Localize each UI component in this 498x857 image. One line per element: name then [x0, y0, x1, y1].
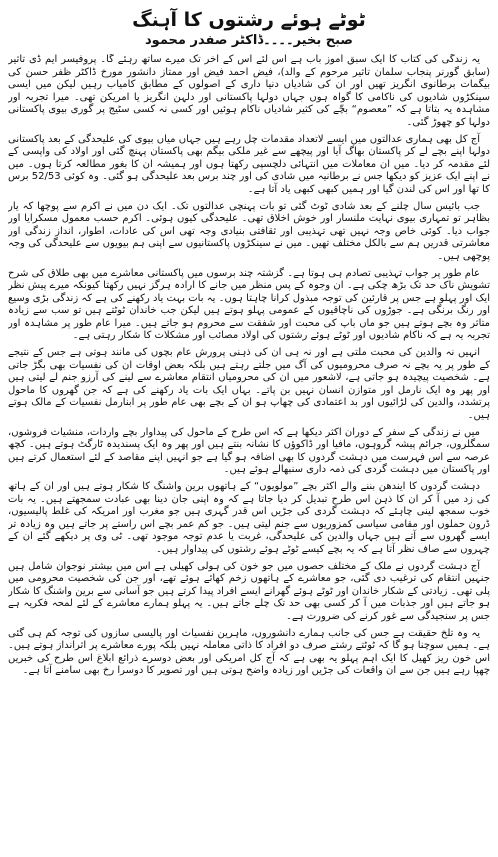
- article-byline: صبح بخیر۔۔۔۔ڈاکٹر صفدر محمود: [145, 33, 353, 48]
- article-paragraph: دہشت گردوں کا ایندھن بننے والے اکثر بچے ”مولویوں“ کے ہاتھوں برین واشنگ کا شکار ہوتے ہیں اور ان کے ہاتھ کی زد میں آ کر ان کا ذہن اس طرح تبدیل کر دیا جاتا ہے کہ وہ اپنی جان دینا بھی عبادت سمجھتے ہیں۔ یہ بات خوب سمجھ لینی چاہئے کہ دہشت گردی کی جڑیں اس قدر گہری ہیں جو مغرب اور امریکہ کی غلط پالیسیوں، ڈرون حملوں اور مقامی سیاسی کمزوریوں سے جنم لیتی ہیں۔ جو کم عمر بچے اس راستے پر جاتے ہیں وہ زیادہ تر ایسے گھروں سے آتے ہیں جہاں والدین کی علیحدگی، غربت یا عدم توجہ موجود تھی۔ ٹی وی پر دیکھے گئے ان کے چہروں سے صاف نظر آتا ہے کہ یہ بچے کیسے ٹوٹے ہوئے رشتوں کی پیداوار ہیں۔: [8, 481, 490, 555]
- article-body: [8, 54, 490, 844]
- article-paragraph: میں نے زندگی کے سفر کے دوران اکثر دیکھا ہے کہ اس طرح کے ماحول کی پیداوار بچے واردات، منشیات فروشوں، سمگلروں، جرائم پیشہ گروہوں، مافیا اور ڈاکوؤں کا نشانہ بنتے ہیں اور پھر وہ ایک پسندیدہ ٹارگٹ ہوتے ہیں۔ کچھ عرصہ سے اس فہرست میں دہشت گردوں کا بھی اضافہ ہو گیا ہے جو انہیں اپنے مقاصد کے لئے استعمال کرتے ہیں اور پاکستان میں دہشت گردی کی ذمہ داری سنبھالے ہوئے ہیں۔: [8, 426, 490, 476]
- article-paragraph: انہیں نہ والدین کی محبت ملتی ہے اور نہ ہی ان کی ذہنی پرورش عام بچوں کی مانند ہوتی ہے جس کے نتیجے کے طور پر یہ بچے نہ صرف محرومیوں کی آگ میں جلتے رہتے ہیں بلکہ بعض اوقات ان کی نفسیات بھی بگڑ جاتی ہے۔ شخصیت پیچیدہ ہو جاتی ہے، لاشعور میں ان کی محرومیاں انتقام معاشرے سے لینے کی آرزو جنم لے لیتی ہیں اور پھر وہ ایک نارمل اور متوازن انسان نہیں بن پاتے۔ بہاں ایک بات یاد رکھنے کی ہے کہ جن گھروں کا ماحول پرتشدد، والدین کی لڑائیوں اور بد اعتمادی کی چھاپ ہو ان کے بچے بھی عام طور پر ابنارمل نفسیات کے مالک ہوتے ہیں۔: [8, 347, 490, 422]
- article-paragraph: عام طور پر جواب تہذیبی تصادم ہی ہوتا ہے۔ گزشتہ چند برسوں میں پاکستانی معاشرے میں بھی طلاق کی شرح تشویش ناک حد تک بڑھ چکی ہے۔ ان وجوہ کے پس منظر میں جانے کا ارادہ ہرگز نہیں رکھتا کیونکہ میرے پیش نظر ایک اور پہلو ہے جس پر قارئین کی توجہ مبذول کرانا چاہتا ہوں۔ یہ بات بہت یاد رکھنے کی ہے کہ زندگی بڑی وسیع اور رنگ برنگی ہے۔ جوڑوں کی ناچاقیوں کے عمومی پہلو ہوتے ہیں لیکن جب خاندان ٹوٹتے ہیں تو سب سے زیادہ متاثر وہ بچے ہوتے ہیں جو ماں باپ کی محبت اور شفقت سے محروم ہو جاتے ہیں۔ میرا عام طور پر مشاہدہ اور تجربہ یہ ہے کہ ناکام شادیوں اور ٹوٹے ہوئے رشتوں کی اولاد مصائب اور مشکلات کا شکار رہتی ہے۔: [8, 267, 490, 342]
- article-title: ٹوٹے ہوئے رشتوں کا آہنگ: [132, 9, 366, 31]
- article-paragraph: یہ وہ تلخ حقیقت ہے جس کی جانب ہمارے دانشوروں، ماہرین نفسیات اور پالیسی سازوں کی توجہ کم ہی گئی ہے۔ ہمیں سوچنا ہو گا کہ ٹوٹتے رشتے صرف دو افراد کا ذاتی معاملہ نہیں بلکہ پورے معاشرے پر اثرانداز ہوتے ہیں۔ اس خون ریز کھیل کا ایک اہم پہلو یہ بھی ہے کہ آج کل امریکی اور بعض دوسرے ذرائع ابلاغ اس طرح کی خبریں چھپا رہے ہیں جن سے ان واقعات کی جڑیں اور زیادہ واضح ہوتی ہیں اور تصویر کا دوسرا رخ بھی سامنے آتا ہے۔: [8, 627, 490, 677]
- article-paragraph: آج کل بھی ہماری عدالتوں میں ایسے لاتعداد مقدمات چل رہے ہیں جہاں میاں بیوی کی علیحدگی کے بعد پاکستانی دولہا اپنے بچے لے کر پاکستان بھاگ آیا اور پیچھے سے غیر ملکی بیگم بھی پاکستان پہنچ گئی اور اولاد کی واپسی کے لئے مقدمہ کر دیا۔ میں ان معاملات میں انتہائی دلچسپی رکھتا ہوں اور ہمیشہ ان کا بغور مطالعہ کرتا ہوں۔ میں نے اپنے ایک عزیز کو دیکھا جس نے برطانیہ میں شادی کی اور چند برس بعد علیحدگی ہو گئی۔ وہ کوئی 52/53 برس کا تھا اور اس کی لندن گیا اور ہمیں کبھی کبھی یاد آتا ہے۔: [8, 133, 490, 195]
- article-paragraph: یہ زندگی کی کتاب کا ایک سبق آموز باب ہے اس لئے اس کے آخر تک میرے ساتھ رہئے گا۔ پروفیسر ایم ڈی تاثیر (سابق گورنر پنجاب سلمان تاثیر مرحوم کے والد)، فیض احمد فیض اور ممتاز دانشور مورخ ڈاکٹر ظفر حسن کی بیگمات برطانوی انگریز تھیں اور ان کی شادیاں دنیا داری کے اصولوں کے مطابق کامیاب رہیں لیکن میں ایسی سینکڑوں شادیوں کی ناکامی کا گواہ ہوں جہاں دولہا پاکستانی اور دلہن انگریز یا امریکن تھی۔ میرا تجربہ اور مشاہدہ یہ بتاتا ہے کہ ”معصوم“ بچّے کی کثیر شادیاں ناکام ہوئیں اور کسی نہ کسی سٹیج پر گوری بیوی پاکستانی دولہا کو چھوڑ گئی۔: [8, 54, 490, 128]
- article-paragraph: جب بائیس سال چلنے کے بعد شادی ٹوٹ گئی تو بات پہنچی عدالتوں تک۔ ایک دن میں نے اکرم سے پوچھا کہ یار بظاہر تو تمہاری بیوی نہایت ملنسار اور خوش اخلاق تھی۔ علیحدگی کیوں ہوئی۔ اکرم حسب معمول مسکرایا اور جواب دیا۔ کوئی خاص وجہ نہیں تھی تہذیبی اور ثقافتی بنیادی وجہ تھی اس کی عادات، اطوار، انداز زندگی اور معاشرتی قدریں ہم سے بالکل مختلف تھیں۔ میں نے سینکڑوں پاکستانیوں سے اپنی ہم بیویوں سے علیحدگی کی وجہ پوچھی ہیں۔: [8, 200, 490, 262]
- article-paragraph: آج دہشت گردوں نے ملک کے مختلف حصوں میں جو خون کی ہولی کھیلی ہے اس میں بیشتر نوجوان شامل ہیں جنہیں انتقام کی ترغیب دی گئی، جو معاشرے کے ہاتھوں زخم کھائے ہوئے تھے، اور جن کی شخصیت محرومی میں پلی تھی۔ زیادتی کے شکار خاندان اور ٹوٹے ہوئے گھرانے ایسے افراد پیدا کرتے ہیں جو آسانی سے برین واشنگ کا شکار ہو جاتے ہیں اور جذبات میں آ کر کسی بھی حد تک چلے جاتے ہیں۔ یہ پہلو ہمارے معاشرے کے لئے لمحہ فکریہ ہے جس پر سنجیدگی سے غور کرنے کی ضرورت ہے۔: [8, 560, 490, 622]
